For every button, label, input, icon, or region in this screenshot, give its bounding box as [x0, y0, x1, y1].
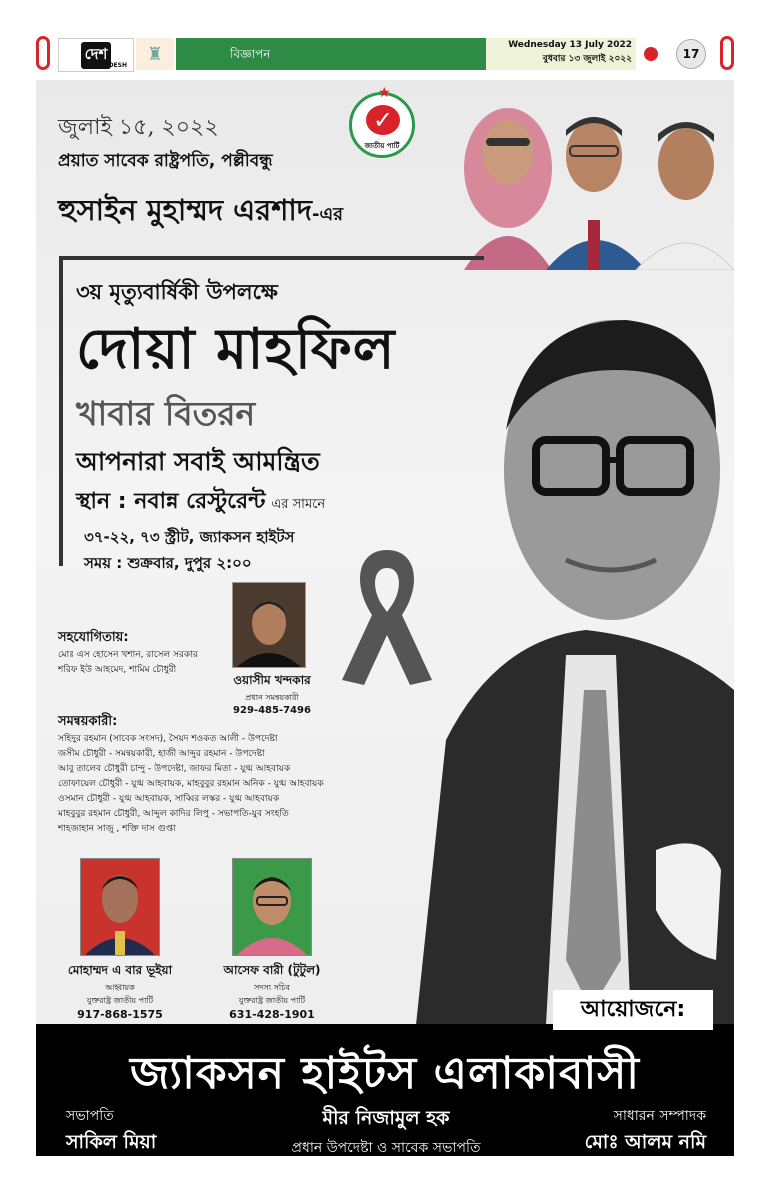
event-time: সময় : শুক্রবার, দুপুর ২:০০: [84, 554, 252, 572]
organizer-chief-advisor: মীর নিজামুল হক প্রধান উপদেষ্টা ও সাবেক সভাপতি: [291, 1107, 481, 1156]
flag-icon: [640, 40, 662, 68]
cooperation-names: মোঃ এস হোসেন খশান, রাসেল সরকার শরিফ ইউ আহমেদ, শামিম চৌধুরী: [58, 650, 198, 675]
header-right-cap: [720, 36, 734, 70]
poster-date: জুলাই ১৫, ২০২২: [58, 115, 219, 140]
page-header: [36, 36, 734, 72]
frame-left-rule: [59, 256, 63, 566]
cooperation-heading: সহযোগিতায়:: [58, 630, 129, 645]
address: ৩৭-২২, ৭৩ স্ট্রীট, জ্যাকসন হাইটস: [84, 528, 295, 546]
invitation-text: আপনারা সবাই আমন্ত্রিত: [76, 447, 320, 476]
photo-person1: [80, 858, 160, 956]
memorial-poster: [36, 80, 734, 1025]
honoree-name: হুসাইন মুহাম্মদ এরশাদ-এর: [58, 193, 344, 227]
list-item: আবু তালেব চৌধুরী চান্দু - উপদেষ্টা, জাফর মিতা - যুগ্ম আহবায়ক: [58, 764, 291, 774]
portrait-man-center: [546, 117, 646, 270]
food-distribution: খাবার বিতরন: [76, 394, 256, 433]
list-item: জসীম চৌধুরী - সমন্বয়কারী, হাজী আব্দুর রহমান - উপদেষ্টা: [58, 749, 265, 759]
statue-of-liberty-icon: ♜: [136, 38, 174, 70]
late-title: প্রয়াত সাবেক রাষ্ট্রপতি, পল্লীবন্ধু: [58, 151, 273, 171]
venue: স্থান : নবান্ন রেস্টুরেন্ট এর সামনে: [76, 489, 326, 514]
list-item: সহিদুর রহমান (সাবেক সংসদ), সৈয়দ শওকত আলী - উপদেষ্টা: [58, 734, 278, 744]
party-emblem: ★ ✓ জাতীয় পার্টি: [349, 92, 415, 158]
caption-person2: আসেফ বারী (টুটুল) সদস্য সচিব যুক্তরাষ্ট্র জাতীয় পার্টি 631-428-1901: [223, 963, 321, 1021]
caption-person1: মোহাম্মদ এ বার ভূইয়া আহ্বায়ক যুক্তরাষ্ট্র জাতীয় পার্টি 917-868-1575: [67, 963, 173, 1021]
organizer-title: জ্যাকসন হাইটস এলাকাবাসী: [130, 1048, 640, 1099]
newspaper-logo[interactable]: দেশ DESH: [58, 38, 134, 72]
organizer-label: আয়োজনে:: [553, 990, 713, 1030]
section-label: বিজ্ঞাপন: [176, 38, 486, 70]
organizer-secretary: সাধারন সম্পাদক মোঃ আলম নমি: [584, 1108, 706, 1153]
header-left-cap: [36, 36, 50, 70]
list-item: মাহবুবুর রহমান চৌধুরী, আব্দুল কাদির লিপু - সভাপতি-যুব সংহতি: [58, 809, 289, 819]
coordinators-heading: সমন্বয়কারী:: [58, 714, 118, 729]
check-icon: ✓: [366, 105, 400, 135]
event-title: দোয়া মাহফিল: [76, 317, 396, 382]
header-date: Wednesday 13 July 2022 বুধবার ১৩ জুলাই ২০২২: [486, 38, 636, 70]
list-item: শাহজাহান সাজু , শক্তি দাস গুপ্তা: [58, 824, 176, 834]
honoree-portrait: [416, 310, 734, 1025]
anniversary-text: ৩য় মৃত্যুবার্ষিকী উপলক্ষে: [76, 280, 278, 304]
photo-person2: [232, 858, 312, 956]
organizer-footer: [36, 1024, 734, 1156]
caption-waseem: ওয়াসীম খন্দকার প্রধান সমন্বয়কারী 929-485-7496: [233, 673, 311, 716]
portrait-woman: [464, 108, 552, 270]
leader-portraits: [456, 90, 734, 270]
organizer-president: সভাপতি সাকিল মিয়া: [66, 1108, 157, 1153]
coordinators-list: [58, 732, 368, 837]
star-icon: ★: [378, 85, 391, 101]
list-item: তোফায়েল চৌধুরী - যুগ্ম আহবায়ক, মাহবুবুর রহমান অনিক - যুগ্ম আহবায়ক: [58, 779, 324, 789]
photo-waseem: [232, 582, 306, 668]
portrait-man-right: [636, 122, 734, 270]
page-number: 17: [676, 39, 706, 69]
list-item: ওসমান চৌধুরী - যুগ্ম আহবায়ক, সাব্বির লস্কর - যুগ্ম আহবায়ক: [58, 794, 280, 804]
frame-top-rule: [59, 256, 484, 260]
